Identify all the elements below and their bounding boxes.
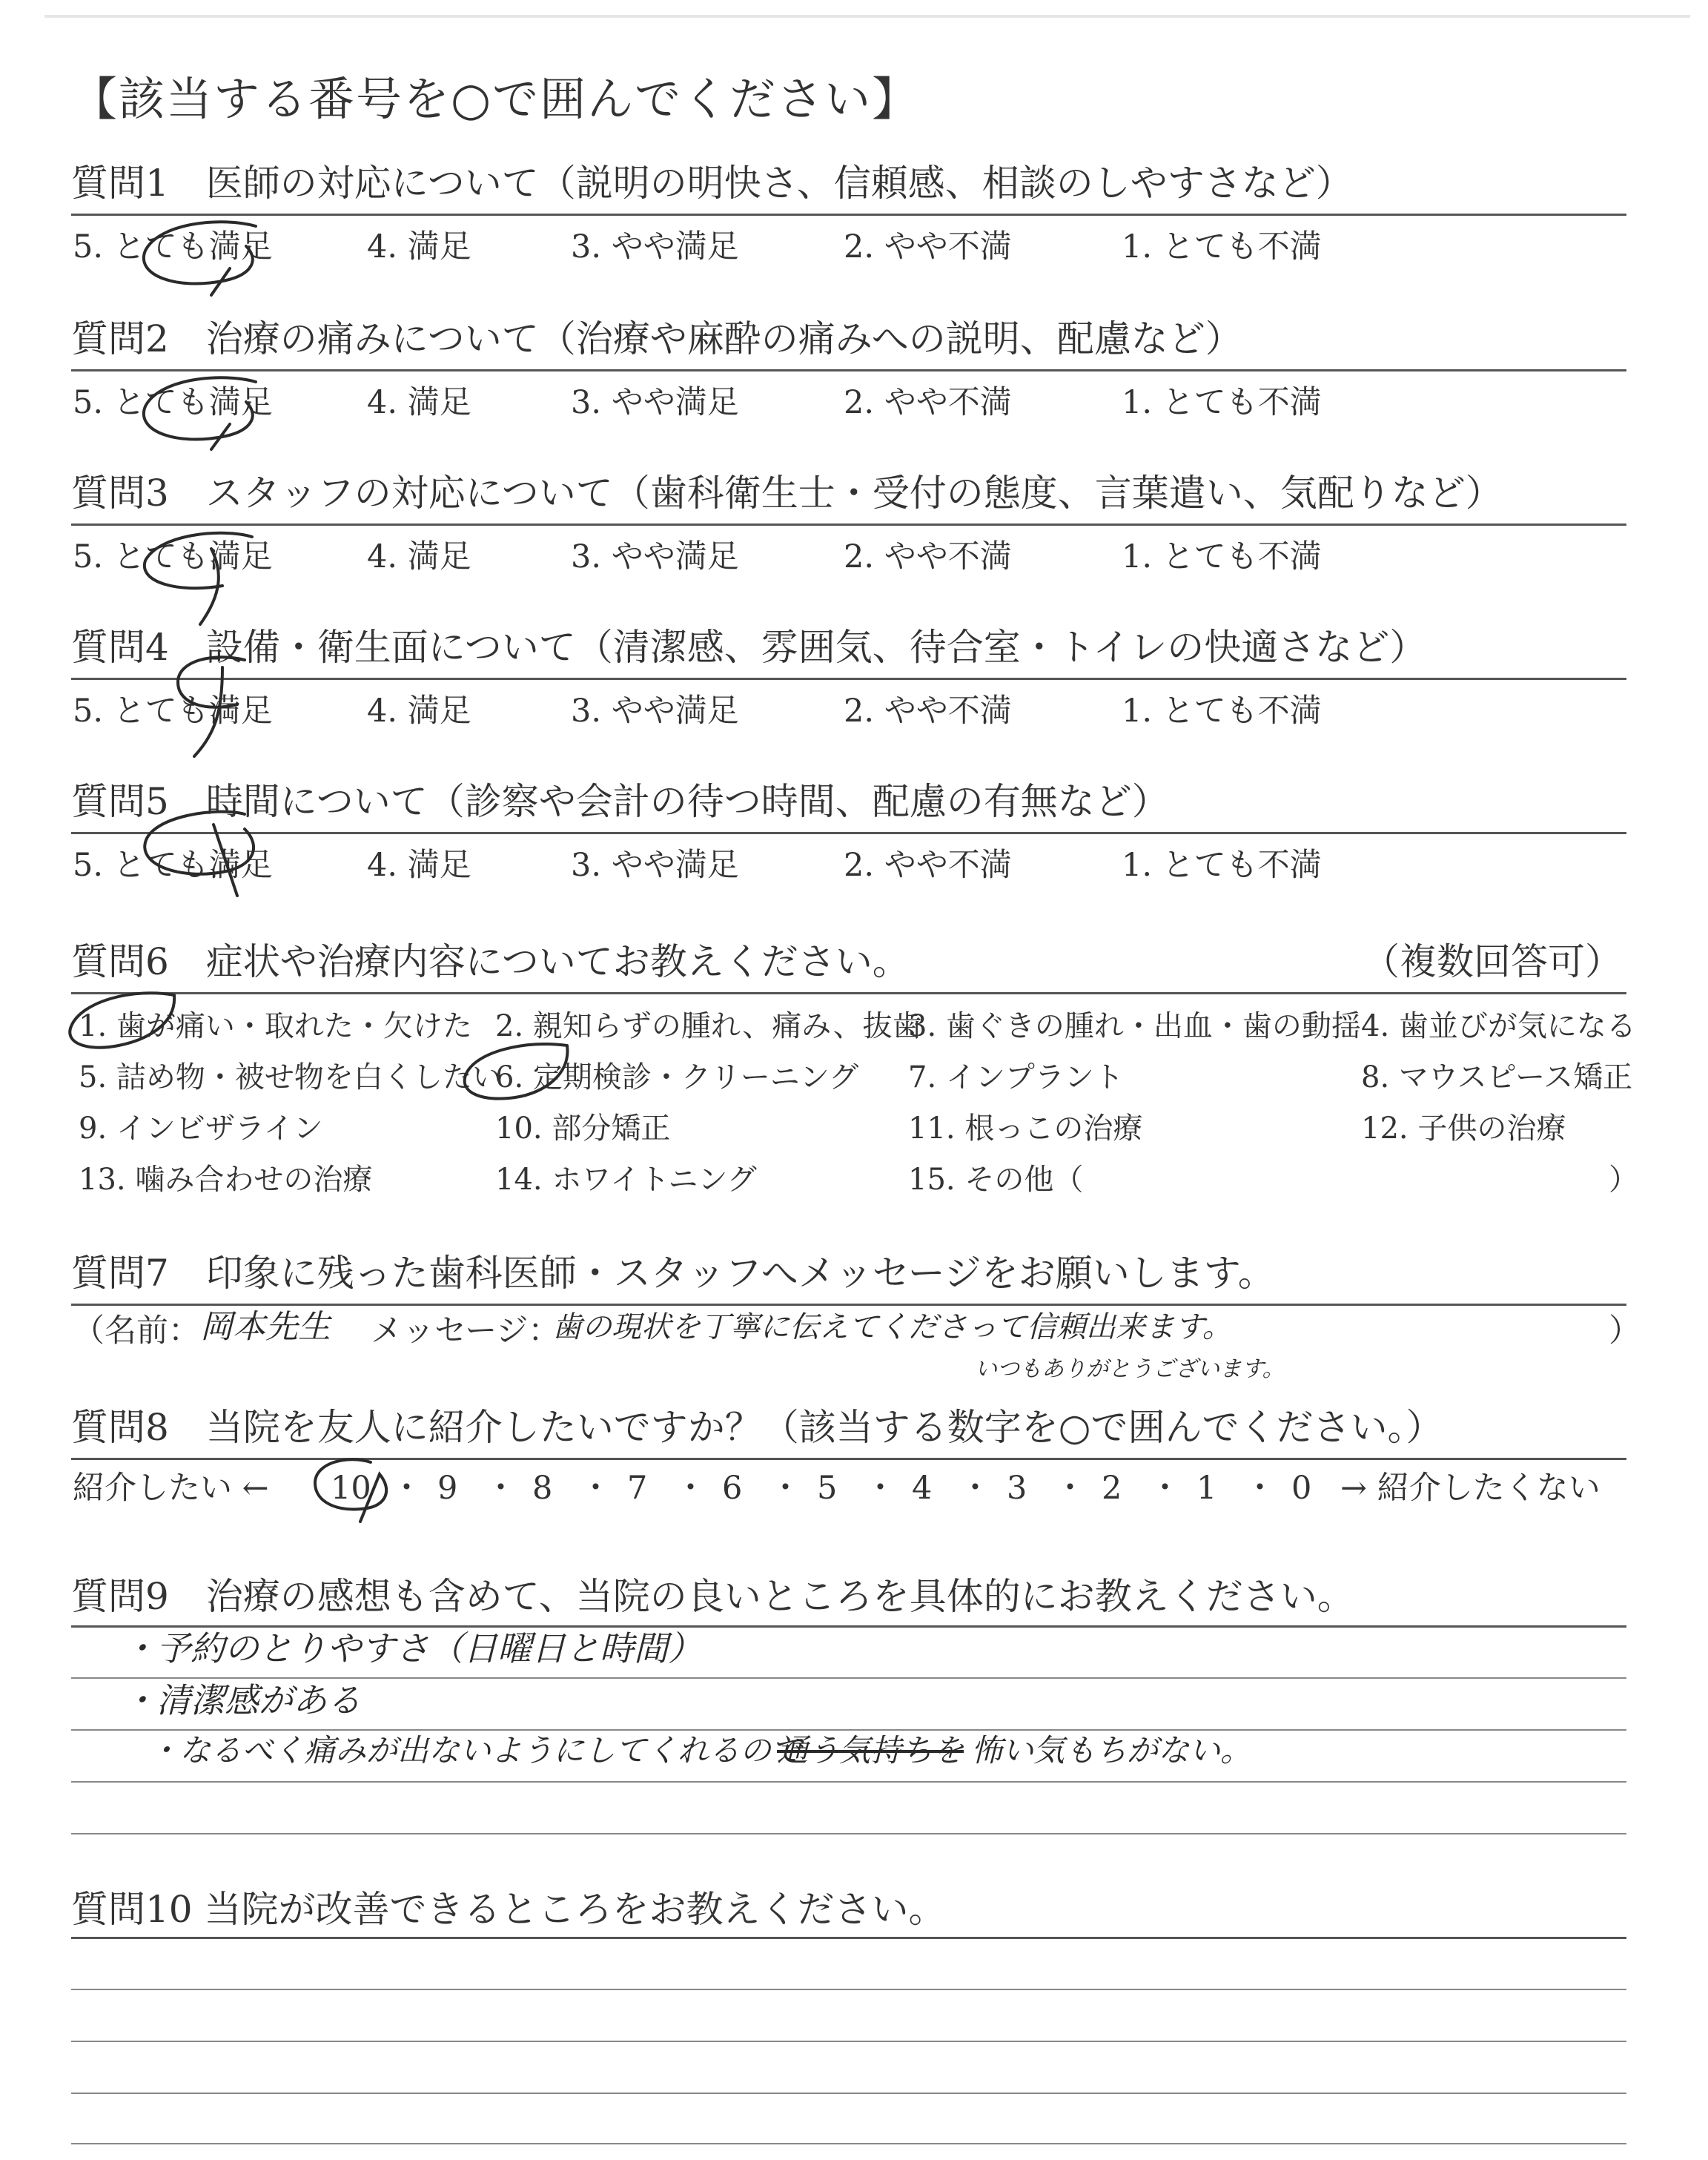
q3-option-3[interactable]: 3. やや満足 <box>571 538 739 575</box>
q2-rule <box>71 369 1626 371</box>
q3-rule <box>71 524 1626 526</box>
q8-scale-5[interactable]: 5 <box>817 1470 838 1507</box>
q2-option-4[interactable]: 4. 満足 <box>367 384 471 421</box>
q6-option-15[interactable]: 15. その他（ <box>908 1163 1084 1197</box>
q8-scale-dot: ・ <box>391 1470 423 1507</box>
q8-scale-3[interactable]: 3 <box>1007 1470 1027 1507</box>
q10-label: 質問10 当院が改善できるところをお教えください。 <box>71 1888 946 1931</box>
q8-scale-dot: ・ <box>769 1470 801 1507</box>
q9-answer-3[interactable]: ・なるべく痛みが出ないようにしてくれるので <box>148 1732 803 1768</box>
q8-scale-10[interactable]: 10 <box>331 1470 371 1507</box>
q6-option-5[interactable]: 5. 詰め物・被せ物を白くしたい <box>79 1060 502 1094</box>
q4-label: 質問4 設備・衛生面について（清潔感、雰囲気、待合室・トイレの快適さなど） <box>71 626 1427 669</box>
q8-scale-dot: ・ <box>1054 1470 1086 1507</box>
q4-option-4[interactable]: 4. 満足 <box>367 693 471 730</box>
q8-scale-4[interactable]: 4 <box>912 1470 933 1507</box>
q9-answer-4[interactable]: 怖い気もちがない。 <box>971 1732 1252 1768</box>
q7-label: 質問7 印象に残った歯科医師・スタッフへメッセージをお願いします。 <box>71 1252 1275 1295</box>
q9-line <box>71 1729 1626 1731</box>
q5-option-5[interactable]: 5. とても満足 <box>73 847 273 884</box>
q4-option-5[interactable]: 5. とても満足 <box>73 693 273 730</box>
q8-scale-dot: ・ <box>580 1470 612 1507</box>
q6-label: 質問6 症状や治療内容についてお教えください。 <box>71 940 910 983</box>
q1-rule <box>71 214 1626 216</box>
q1-option-3[interactable]: 3. やや満足 <box>571 228 739 265</box>
q6-option-9[interactable]: 9. インビザライン <box>79 1112 323 1146</box>
q1-option-5[interactable]: 5. とても満足 <box>73 228 273 265</box>
q1-label: 質問1 医師の対応について（説明の明快さ、信頼感、相談のしやすさなど） <box>71 162 1353 205</box>
q8-scale-7[interactable]: 7 <box>627 1470 648 1507</box>
q6-option-3[interactable]: 3. 歯ぐきの腫れ・出血・歯の動揺 <box>908 1009 1361 1043</box>
q1-option-4[interactable]: 4. 満足 <box>367 228 471 265</box>
q6-option-15-close: ） <box>1609 1163 1638 1197</box>
q8-scale-6[interactable]: 6 <box>722 1470 743 1507</box>
q5-option-3[interactable]: 3. やや満足 <box>571 847 739 884</box>
q9-line <box>71 1677 1626 1679</box>
q9-answer-2[interactable]: ・清潔感がある <box>122 1680 361 1720</box>
q9-answer-struck[interactable]: 通う気持ちを <box>777 1732 964 1768</box>
q3-option-1[interactable]: 1. とても不満 <box>1122 538 1322 575</box>
q10-line <box>71 2041 1626 2042</box>
q4-option-1[interactable]: 1. とても不満 <box>1122 693 1322 730</box>
q6-option-6[interactable]: 6. 定期検診・クリーニング <box>495 1060 859 1094</box>
q8-scale-0[interactable]: 0 <box>1291 1470 1312 1507</box>
q7-name-value[interactable]: 岡本先生 <box>200 1308 331 1346</box>
q9-rule <box>71 1625 1626 1628</box>
q5-label: 質問5 時間について（診察や会計の待つ時間、配慮の有無など） <box>71 780 1169 823</box>
q5-option-4[interactable]: 4. 満足 <box>367 847 471 884</box>
q8-label: 質問8 当院を友人に紹介したいですか？（該当する数字を○で囲んでください。） <box>71 1406 1443 1449</box>
q2-option-5[interactable]: 5. とても満足 <box>73 384 273 421</box>
q9-line <box>71 1833 1626 1834</box>
q8-scale-9[interactable]: 9 <box>437 1470 458 1507</box>
q2-option-1[interactable]: 1. とても不満 <box>1122 384 1322 421</box>
q6-note: （複数回答可） <box>1363 940 1622 983</box>
q2-label: 質問2 治療の痛みについて（治療や麻酔の痛みへの説明、配慮など） <box>71 317 1242 360</box>
q8-scale-1[interactable]: 1 <box>1196 1470 1217 1507</box>
q7-close: ） <box>1609 1312 1641 1350</box>
q4-option-3[interactable]: 3. やや満足 <box>571 693 739 730</box>
q6-option-11[interactable]: 11. 根っこの治療 <box>908 1112 1143 1146</box>
q10-rule <box>71 1937 1626 1939</box>
q5-option-1[interactable]: 1. とても不満 <box>1122 847 1322 884</box>
q8-left-label: 紹介したい ← <box>73 1470 269 1507</box>
q5-rule <box>71 832 1626 834</box>
q9-line <box>71 1781 1626 1783</box>
q3-label: 質問3 スタッフの対応について（歯科衛生士・受付の態度、言葉遣い、気配りなど） <box>71 472 1503 515</box>
q9-answer-1[interactable]: ・予約のとりやすさ（日曜日と時間） <box>122 1628 702 1668</box>
q9-label: 質問9 治療の感想も含めて、当院の良いところを具体的にお教えください。 <box>71 1575 1354 1618</box>
q8-scale-2[interactable]: 2 <box>1102 1470 1122 1507</box>
q7-name-label: （名前： <box>73 1312 200 1350</box>
q10-line <box>71 2093 1626 2094</box>
q10-line <box>71 1989 1626 1990</box>
q6-option-14[interactable]: 14. ホワイトニング <box>495 1163 757 1197</box>
q8-scale-dot: ・ <box>1244 1470 1276 1507</box>
q6-option-7[interactable]: 7. インプラント <box>908 1060 1124 1094</box>
q8-scale-dot: ・ <box>675 1470 706 1507</box>
q1-option-1[interactable]: 1. とても不満 <box>1122 228 1322 265</box>
q3-option-4[interactable]: 4. 満足 <box>367 538 471 575</box>
q6-option-13[interactable]: 13. 噛み合わせの治療 <box>79 1163 373 1197</box>
q8-scale-dot: ・ <box>485 1470 517 1507</box>
q6-option-8[interactable]: 8. マウスピース矯正 <box>1361 1060 1633 1094</box>
q8-scale-8[interactable]: 8 <box>532 1470 553 1507</box>
q7-message-value-2[interactable]: いつもありがとうございます。 <box>975 1356 1285 1382</box>
page-title: 【該当する番号を○で囲んでください】 <box>71 72 920 126</box>
q6-option-2[interactable]: 2. 親知らずの腫れ、痛み、抜歯 <box>495 1009 922 1043</box>
q8-scale-dot: ・ <box>1149 1470 1181 1507</box>
q6-option-4[interactable]: 4. 歯並びが気になる <box>1361 1009 1636 1043</box>
q8-rule <box>71 1458 1626 1460</box>
q6-option-1[interactable]: 1. 歯が痛い・取れた・欠けた <box>79 1009 472 1043</box>
q8-scale-dot: ・ <box>959 1470 991 1507</box>
q4-option-2[interactable]: 2. やや不満 <box>844 693 1012 730</box>
q5-option-2[interactable]: 2. やや不満 <box>844 847 1012 884</box>
q8-scale-dot: ・ <box>864 1470 896 1507</box>
q3-option-5[interactable]: 5. とても満足 <box>73 538 273 575</box>
q6-option-12[interactable]: 12. 子供の治療 <box>1361 1112 1566 1146</box>
q7-rule <box>71 1304 1626 1306</box>
q2-option-3[interactable]: 3. やや満足 <box>571 384 739 421</box>
q2-option-2[interactable]: 2. やや不満 <box>844 384 1012 421</box>
q6-rule <box>71 992 1626 994</box>
q7-message-label: メッセージ： <box>371 1312 560 1350</box>
q10-line <box>71 2143 1626 2144</box>
q3-option-2[interactable]: 2. やや不満 <box>844 538 1012 575</box>
q4-rule <box>71 678 1626 680</box>
q7-message-value[interactable]: 歯の現状を丁寧に伝えてくださって信頼出来ます。 <box>552 1310 1232 1344</box>
q6-option-10[interactable]: 10. 部分矯正 <box>495 1112 671 1146</box>
page-top-edge <box>44 15 1690 18</box>
q1-option-2[interactable]: 2. やや不満 <box>844 228 1012 265</box>
q8-right-label: → 紹介したくない <box>1340 1470 1601 1507</box>
